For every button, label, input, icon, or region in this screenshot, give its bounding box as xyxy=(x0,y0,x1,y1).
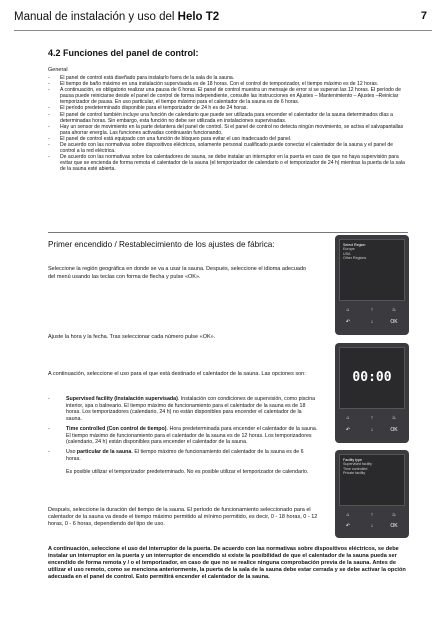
bullet-item: - El panel de control está equipado con una función de bloqueo para evitar el uso inadecuado del panel. xyxy=(48,136,408,142)
panel-display xyxy=(339,239,405,301)
header-rule xyxy=(14,30,432,31)
ok-button[interactable]: OK xyxy=(390,427,398,433)
heater-icon[interactable]: ♨ xyxy=(391,307,397,313)
time-paragraph: Ajuste la hora y la fecha. Tras seleccionar cada número pulse «OK». xyxy=(48,334,216,340)
general-label: General xyxy=(48,67,68,73)
option-private: - Uso particular de la sauna. El tiempo máximo de funcionamiento del calentador de la sauna es de 6 horas. Es posible utilizar el temporizador predeterminado. No es posible utilizar el temporizador de calendario. xyxy=(48,449,318,476)
bullet-list xyxy=(48,75,408,173)
region-paragraph: Seleccione la región geográfica en donde se va a usar la sauna. Después, seleccione el idioma adecuado del menú usando las teclas con forma de flecha y pulse «OK». xyxy=(48,266,307,280)
heater-icon[interactable]: ♨ xyxy=(391,415,397,421)
bullet-item: - El período predeterminado disponible para el temporizador de 24 h es de 24 horas. xyxy=(48,105,408,111)
bullet-item: - El panel de control está diseñado para instalarlo fuera de la sala de la sauna. xyxy=(48,75,408,81)
usage-options xyxy=(48,396,318,479)
control-panel-time-screen xyxy=(335,343,409,443)
home-icon[interactable]: ⌂ xyxy=(346,415,350,421)
screen-item: Private facility xyxy=(343,471,366,476)
arrow-down-icon[interactable]: ↓ xyxy=(370,319,374,325)
arrow-up-icon[interactable]: ↑ xyxy=(370,415,374,421)
arrow-down-icon[interactable]: ↓ xyxy=(370,427,374,433)
back-icon[interactable]: ↶ xyxy=(345,523,351,529)
bullet-item: - De acuerdo con las normativas sobre los calentadores de sauna, se debe instalar un interruptor en la puerta en caso de que no haya supervisión para evitar que se encienda de forma remota el calentador de la sauna (el temporizador de calendario o el temporizador de 24 h) mientras la puerta de la sala de la sauna esté abierta. xyxy=(48,154,408,172)
screen-item: USA xyxy=(343,251,351,256)
back-icon[interactable]: ↶ xyxy=(345,319,351,325)
control-panel-region-screen xyxy=(335,235,409,335)
screen-title: Facility type xyxy=(343,458,362,462)
bullet-item: - El panel de control también incluye una función de calendario que puede ser utilizada para encender el calentador de la sauna determinados días a determinadas horas. Sin embargo, esta función no debe ser utilizada en instalaciones supervisadas. xyxy=(48,112,408,124)
home-icon[interactable]: ⌂ xyxy=(346,512,350,518)
screen-item: Time controlled xyxy=(343,466,368,471)
screen-item: Supervised facility xyxy=(343,462,372,467)
section-divider xyxy=(48,232,408,233)
screen-title: Select Region xyxy=(343,243,366,247)
page-number: 7 xyxy=(420,10,427,22)
back-icon[interactable]: ↶ xyxy=(345,427,351,433)
screen-item: Europe xyxy=(343,247,355,252)
home-icon[interactable]: ⌂ xyxy=(346,307,350,313)
bullet-item: - El tiempo de baño máximo en una instalación supervisada es de 18 horas. Con el control de temporizador, el tiempo máximo es de 12 horas. xyxy=(48,81,408,87)
header-title: Manual de instalación y uso del Helo T2 xyxy=(14,11,220,23)
clock-display: 00:00 xyxy=(352,370,392,385)
option-supervised: - Supervised facility (Instalación supervisada). Instalación con condiciones de supervisión, como piscina interior, spa o balneario. El tiempo máximo de funcionamiento para el calentador de la sauna es de 18 horas. Los temporizadores (calendario, 24 h) no están disponibles para encender el calentador de la sauna. xyxy=(48,396,318,423)
usage-paragraph: A continuación, seleccione el uso para el que está destinado el calentador de la sauna. Las opciones son: xyxy=(48,371,306,377)
screen-item: Other Regions xyxy=(343,256,367,261)
arrow-up-icon[interactable]: ↑ xyxy=(370,512,374,518)
bullet-item: - A continuación, es obligatorio realizar una pausa de 6 horas. El panel de control muestra un mensaje de error si se superan las 12 horas. El período de pausa puede reiniciarse desde el panel de control de forma independiente, consulte las instrucciones en Ajustes – Mantenimiento – Ajustes –Reiniciar temporizador de pausa. En uso particular, el tiempo máximo para el calentador de la sauna es de 6 horas. xyxy=(48,87,408,105)
panel-display xyxy=(339,454,405,506)
door-switch-note: A continuación, seleccione el uso del interruptor de la puerta. De acuerdo con las normativas sobre dispositivos eléctricos, se debe instalar un interruptor en la puerta y un interruptor de encendido si existe la posibilidad de que el calentador de la sauna pueda ser encendido de forma remota y / o el temporizador, en caso de que no se realice ninguna comprobación previa de la sauna. Antes de utilizar el uso remoto, como se menciona anteriormente, la puerta de la sala de la sauna debe estar cerrada y se debe activar la opción adecuada en el panel de control. Esto permitirá encender el calentador de la sauna. xyxy=(48,546,406,580)
arrow-down-icon[interactable]: ↓ xyxy=(370,523,374,529)
bullet-item: - De acuerdo con las normativas sobre dispositivos eléctricos, solamente personal cualificado puede conectar el calentador de la sauna y el panel de control a la red eléctrica. xyxy=(48,142,408,154)
section-title: 4.2 Funciones del panel de control: xyxy=(48,48,199,58)
ok-button[interactable]: OK xyxy=(390,319,398,325)
arrow-up-icon[interactable]: ↑ xyxy=(370,307,374,313)
duration-paragraph: Después, seleccione la duración del tiempo de la sauna. El período de funcionamiento seleccionado para el calentador de la sauna va desde el tiempo máximo permitido al mínimo permitido, es decir, 0 - 18 horas, 0 - 12 horas, 0 - 6 horas, dependiendo del tipo de uso. xyxy=(48,507,318,527)
ok-button[interactable]: OK xyxy=(390,523,398,529)
heater-icon[interactable]: ♨ xyxy=(391,512,397,518)
control-panel-facility-screen xyxy=(335,450,409,538)
bullet-item: - Hay un sensor de movimiento en la parte delantera del panel de control. Si el panel de control no detecta ningún movimiento, se activa el salvapantallas para ahorrar energía. Las funciones activadas continuarán funcionando. xyxy=(48,124,408,136)
first-start-title: Primer encendido / Restablecimiento de los ajustes de fábrica: xyxy=(48,240,275,249)
panel-display xyxy=(339,347,405,409)
option-time-controlled: - Time controlled (Con control de tiempo). Hora predeterminada para encender el calentador de la sauna. El tiempo máximo de funcionamiento para el calentador de la sauna es de 12 horas. Los temporizadores (calendario, 24 h) están disponibles para encender el calentador de la sauna. xyxy=(48,426,318,446)
